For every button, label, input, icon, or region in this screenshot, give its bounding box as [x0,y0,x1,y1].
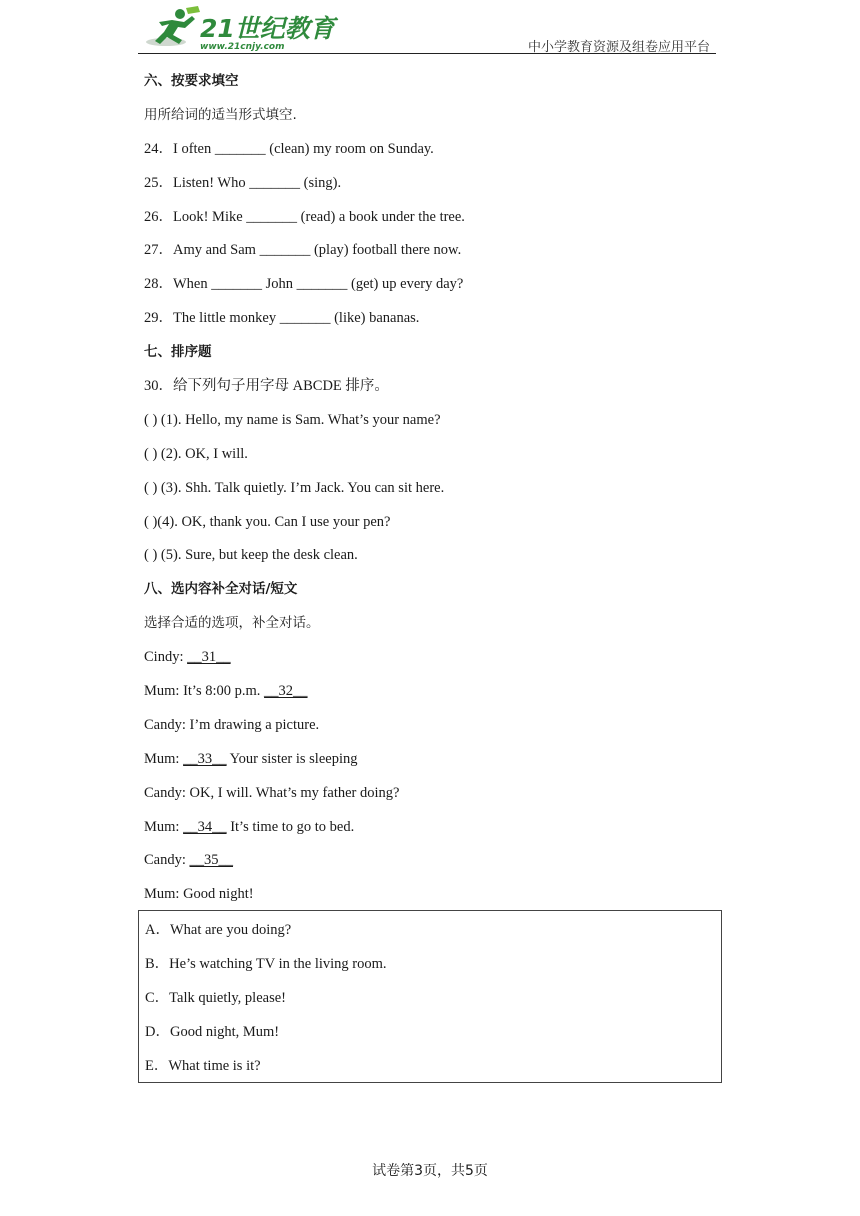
logo-url: www.21cnjy.com [200,42,285,52]
platform-name: 中小学教育资源及组卷应用平台 [527,40,710,55]
question-24: 24．I often _______ (clean) my room on Sunday. [144,140,434,157]
section-8-instruction: 选择合适的选项，补全对话。 [144,615,320,632]
section-8-title: 八、选内容补全对话/短文 [144,581,298,598]
blank-35: __35__ [189,852,234,869]
dialogue-text: Candy: OK, I will. What’s my father doing? [144,784,400,801]
blank-31: __31__ [187,649,231,666]
page-content [144,64,724,911]
dialogue-text: Mum: [144,750,184,767]
option-d: D．Good night, Mum! [145,1023,280,1040]
dialogue-text: Mum: Good night! [144,886,254,903]
option-a: A．What are you doing? [145,922,292,938]
question-28: 28．When _______ John _______ (get) up every day? [144,276,464,293]
order-item-5: ( ) (5). Sure, but keep the desk clean. [144,547,358,564]
dialogue-line-1 [144,640,724,674]
dialogue-line-7 [144,843,724,877]
dialogue-line-6 [144,810,724,844]
question-30: 30．给下列句子用字母 ABCDE 排序。 [144,378,389,395]
page-header [138,6,716,56]
options-box [138,910,722,1083]
header-divider [138,53,716,54]
blank-33: __33__ [183,750,227,767]
option-e: E．What time is it? [145,1057,261,1074]
dialogue-text: It’s time to go to bed. [226,818,355,835]
logo-runner-icon [142,6,335,52]
dialogue-line-8 [144,877,724,911]
page-number: 试卷第3页，共5页 [372,1163,488,1179]
order-item-2: ( ) (2). OK, I will. [144,445,248,462]
dialogue-text: Candy: [144,852,190,869]
logo-text: 21世纪教育 [200,14,335,43]
order-item-1: ( ) (1). Hello, my name is Sam. What’s your name? [144,411,441,428]
dialogue-line-3 [144,708,724,742]
option-c: C．Talk quietly, please! [145,989,286,1006]
dialogue-line-4 [144,742,724,776]
page-footer [0,1160,860,1180]
dialogue-text: Mum: [144,818,184,835]
section-7-title: 七、排序题 [144,344,212,361]
dialogue-line-5 [144,776,724,810]
dialogue-text: Mum: It’s 8:00 p.m. [144,683,265,700]
dialogue-line-2 [144,674,724,708]
order-item-4: ( )(4). OK, thank you. Can I use your pen? [144,513,391,530]
dialogue-text: Cindy: [144,649,188,666]
question-29: 29．The little monkey _______ (like) bananas. [144,310,420,327]
order-item-3: ( ) (3). Shh. Talk quietly. I’m Jack. You can sit here. [144,479,445,496]
section-6-instruction: 用所给词的适当形式填空. [144,106,297,123]
blank-34: __34__ [183,818,227,835]
logo [142,6,335,52]
question-26: 26．Look! Mike _______ (read) a book under the tree. [144,208,465,225]
blank-32: __32__ [264,683,308,700]
question-25: 25．Listen! Who _______ (sing). [144,174,342,191]
dialogue-text: Your sister is sleeping [226,750,358,767]
dialogue-text: Candy: I’m drawing a picture. [144,716,320,733]
section-6-title: 六、按要求填空 [144,73,239,89]
option-b: B．He’s watching TV in the living room. [145,955,387,972]
question-27: 27．Amy and Sam _______ (play) football there now. [144,242,462,259]
